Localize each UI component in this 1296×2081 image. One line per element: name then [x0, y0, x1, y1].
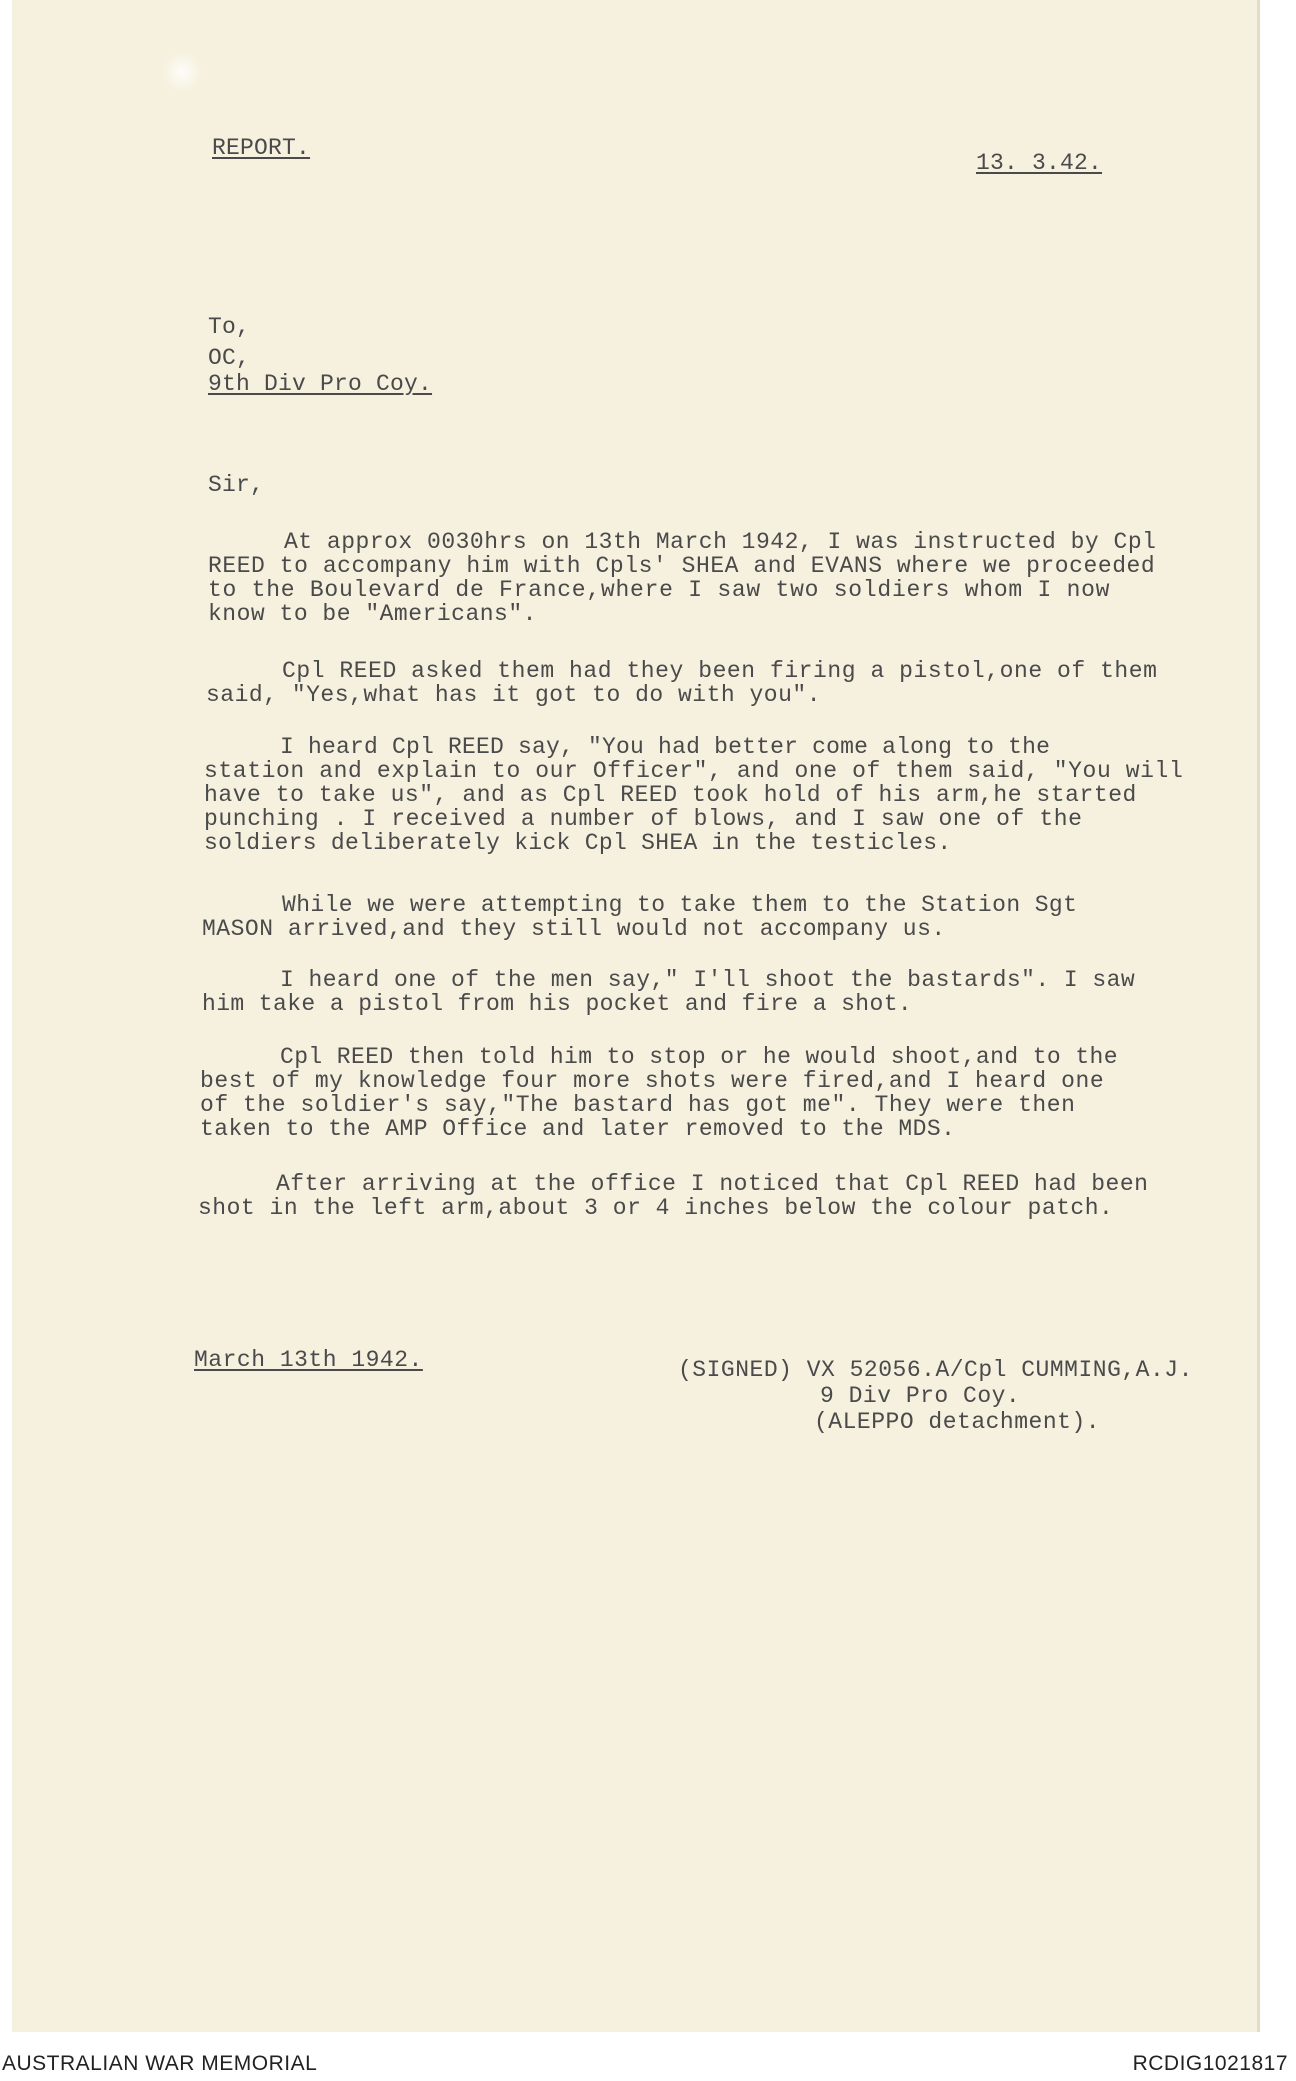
sign-date: March 13th 1942.: [194, 1347, 423, 1373]
text-line: station and explain to our Officer", and one of them said, "You will: [204, 758, 1184, 784]
text-line: I heard Cpl REED say, "You had better come along to the: [280, 734, 1051, 760]
paragraph-7: [198, 1172, 1148, 1220]
text-line: best of my knowledge four more shots were fired,and I heard one: [200, 1068, 1105, 1094]
text-line: said, "Yes,what has it got to do with you".: [206, 682, 821, 708]
text-line: I heard one of the men say," I'll shoot the bastards". I saw: [280, 967, 1136, 993]
signature-line-2: 9 Div Pro Coy.: [820, 1383, 1021, 1409]
report-heading: REPORT.: [212, 135, 311, 161]
text-line: soldiers deliberately kick Cpl SHEA in the testicles.: [204, 830, 952, 856]
text-line: him take a pistol from his pocket and fire a shot.: [202, 991, 913, 1017]
salutation: Sir,: [208, 472, 265, 498]
text-line: to the Boulevard de France,where I saw two soldiers whom I now: [208, 577, 1111, 603]
text-line: While we were attempting to take them to the Station Sgt: [282, 892, 1078, 918]
address-oc: OC,: [208, 345, 251, 371]
text-line: know to be "Americans".: [208, 601, 537, 627]
address-to: To,: [208, 314, 251, 340]
paragraph-1: [208, 530, 1156, 626]
address-unit: 9th Div Pro Coy.: [208, 371, 433, 397]
footer-institution: AUSTRALIAN WAR MEMORIAL: [2, 2052, 318, 2075]
paragraph-5: [202, 968, 1135, 1016]
report-date: 13. 3.42.: [976, 150, 1103, 176]
text-line: have to take us", and as Cpl REED took hold of his arm,he started: [204, 782, 1137, 808]
paragraph-6: [200, 1045, 1118, 1141]
paragraph-4: [202, 893, 1077, 941]
paragraph-3: [204, 735, 1183, 855]
text-line: of the soldier's say,"The bastard has got me". They were then: [200, 1092, 1076, 1118]
text-line: shot in the left arm,about 3 or 4 inches below the colour patch.: [198, 1195, 1114, 1221]
text-line: taken to the AMP Office and later removed to the MDS.: [200, 1116, 956, 1142]
text-line: Cpl REED asked them had they been firing a pistol,one of them: [282, 658, 1158, 684]
text-line: At approx 0030hrs on 13th March 1942, I was instructed by Cpl: [284, 529, 1157, 555]
text-line: After arriving at the office I noticed that Cpl REED had been: [276, 1171, 1149, 1197]
text-line: MASON arrived,and they still would not accompany us.: [202, 916, 946, 942]
paragraph-2: [206, 659, 1158, 707]
footer-record-id: RCDIG1021817: [1132, 2052, 1288, 2075]
text-line: REED to accompany him with Cpls' SHEA and EVANS where we proceeded: [208, 553, 1156, 579]
text-line: punching . I received a number of blows, and I saw one of the: [204, 806, 1083, 832]
text-line: Cpl REED then told him to stop or he would shoot,and to the: [280, 1044, 1118, 1070]
signature-line-1: (SIGNED) VX 52056.A/Cpl CUMMING,A.J.: [678, 1357, 1193, 1383]
signature-line-3: (ALEPPO detachment).: [814, 1409, 1101, 1435]
